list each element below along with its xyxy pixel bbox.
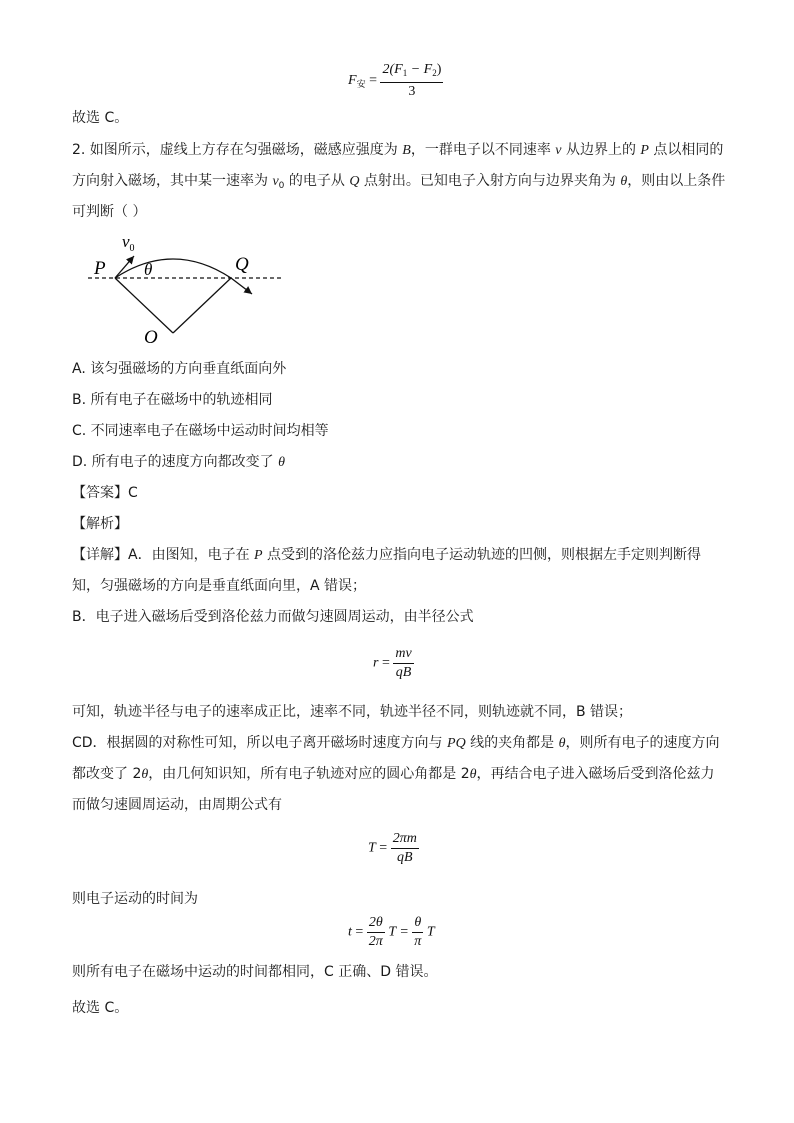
period-formula: T = $\frac{2\pi m}{qB}$ [368, 831, 417, 865]
electron-trajectory-arc [115, 259, 231, 278]
force-fraction [380, 62, 443, 100]
explanation-line-1: 【详解】A．由图知，电子在 P 点受到的洛伦兹力应指向电子运动轨迹的凹侧，则根据左手定则判断得 [72, 547, 702, 563]
option-A: A. 该匀强磁场的方向垂直纸面向外 [72, 361, 287, 377]
explanation-line-8: 则电子运动的时间为 [72, 891, 198, 907]
option-C: C. 不同速率电子在磁场中运动时间均相等 [72, 423, 329, 439]
conclusion-2: 故选 C。 [72, 1000, 129, 1016]
label-O: O [144, 327, 158, 348]
label-v0: $v_0$ [122, 232, 135, 254]
figure-svg [88, 232, 298, 350]
force-formula [348, 62, 443, 100]
radius-PO [115, 278, 173, 333]
explanation-line-2: 知，匀强磁场的方向是垂直纸面向里，A 错误； [72, 578, 367, 594]
option-B: B. 所有电子在磁场中的轨迹相同 [72, 392, 273, 408]
explanation-line-4: 可知，轨迹半径与电子的速率成正比，速率不同，轨迹半径不同，则轨迹就不同，B 错误； [72, 704, 633, 720]
conclusion-1: 故选 C。 [72, 110, 129, 126]
exit-velocity-arrow [231, 278, 252, 294]
explanation-line-3: B．电子进入磁场后受到洛伦兹力而做匀速圆周运动，由半径公式 [72, 609, 474, 625]
velocity-arrow [115, 256, 134, 278]
label-Q: Q [235, 254, 249, 275]
answer-line [72, 483, 138, 503]
label-theta: θ [144, 260, 153, 279]
question-line-2: 方向射入磁场，其中某一速率为 $v_0$ 的电子从 Q 点射出。已知电子入射方向与边界夹角为 θ，则由以上条件 [72, 173, 726, 191]
force-symbol: F [348, 73, 357, 89]
question-line-3: 可判断（ ） [72, 204, 147, 220]
option-D: D. 所有电子的速度方向都改变了 θ [72, 454, 286, 470]
equals-sign: = [369, 73, 377, 89]
explanation-line-7: 而做匀速圆周运动，由周期公式有 [72, 797, 282, 813]
analysis-label: 【解析】 [72, 516, 128, 532]
explanation-line-6: 都改变了 2θ，由几何知识知，所有电子轨迹对应的圆心角都是 2θ，再结合电子进入磁场后受到洛伦兹力 [72, 766, 715, 782]
question-line-1: 2. 如图所示，虚线上方存在匀强磁场，磁感应强度为 B，一群电子以不同速率 v 从边界上的 P 点以相同的 [72, 142, 724, 158]
force-subscript: 安 [356, 80, 366, 91]
radius-formula: r = $\frac{mv}{qB}$ [373, 646, 412, 680]
magnetic-field-figure [88, 232, 298, 354]
radius-OQ [173, 278, 231, 333]
label-P: P [94, 258, 106, 279]
time-formula: t = $\frac{2\theta}{2\pi}$ T = $\frac{\theta}{\pi}$ T [348, 915, 435, 949]
answer-value: C [128, 485, 138, 501]
explanation-line-9: 则所有电子在磁场中运动的时间都相同，C 正确、D 错误。 [72, 964, 438, 980]
explanation-line-5: CD．根据圆的对称性可知，所以电子离开磁场时速度方向与 PQ 线的夹角都是 θ，则所有电子的速度方向 [72, 735, 720, 751]
force-denominator: 3 [408, 84, 416, 99]
force-numerator: $2(F_1 - F_2)$ [380, 62, 443, 83]
answer-label: 【答案】 [72, 485, 128, 501]
